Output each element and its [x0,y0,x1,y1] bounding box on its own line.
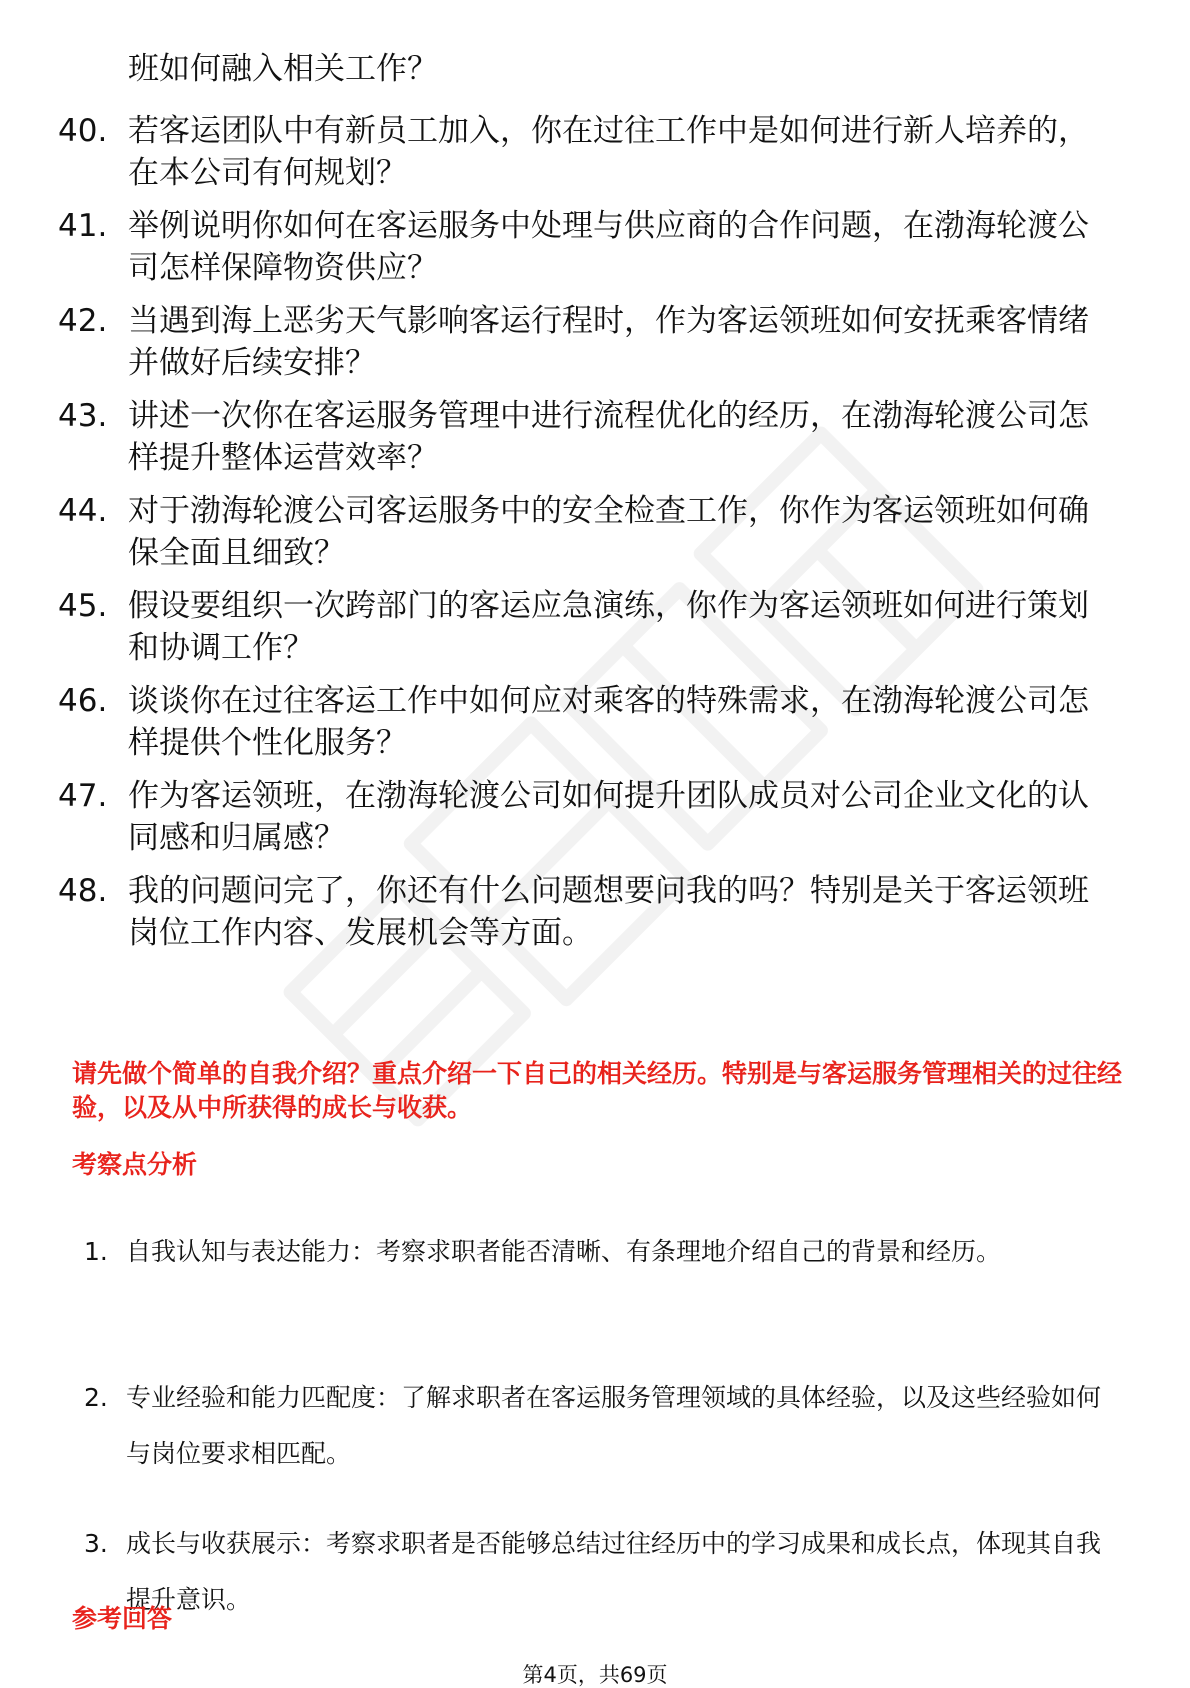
analysis-number: 2. [84,1383,108,1412]
question-text: 谈谈你在过往客运工作中如何应对乘客的特殊需求，在渤海轮渡公司怎样提供个性化服务？ [128,683,1089,761]
page-number: 第4页，共69页 [522,1663,668,1687]
question-continuation: 班如何融入相关工作？ [128,51,438,87]
question-text: 假设要组织一次跨部门的客运应急演练，你作为客运领班如何进行策划和协调工作？ [128,588,1089,666]
question-number: 42. [58,303,108,339]
analysis-number: 1. [84,1237,108,1266]
question-number: 40. [58,113,108,149]
analysis-text: 专业经验和能力匹配度：了解求职者在客运服务管理领域的具体经验，以及这些经验如何与岗位要求相匹配。 [126,1383,1102,1468]
question-number: 43. [58,398,108,434]
question-text: 我的问题问完了，你还有什么问题想要问我的吗？特别是关于客运领班岗位工作内容、发展机会等方面。 [128,873,1089,951]
question-text: 当遇到海上恶劣天气影响客运行程时，作为客运领班如何安抚乘客情绪并做好后续安排？ [128,303,1089,381]
question-text: 若客运团队中有新员工加入，你在过往工作中是如何进行新人培养的，在本公司有何规划？ [128,113,1089,191]
analysis-title: 考察点分析 [72,1150,198,1179]
highlight-question: 请先做个简单的自我介绍？重点介绍一下自己的相关经历。特别是与客运服务管理相关的过往经验，以及从中所获得的成长与收获。 [72,1059,1123,1122]
question-number: 46. [58,683,108,719]
question-number: 41. [58,208,108,244]
analysis-number: 3. [84,1529,108,1558]
question-number: 44. [58,493,108,529]
analysis-text: 自我认知与表达能力：考察求职者能否清晰、有条理地介绍自己的背景和经历。 [126,1237,1002,1266]
reference-answer-title: 参考回答 [72,1604,173,1633]
question-number: 47. [58,778,108,814]
question-number: 48. [58,873,108,909]
question-text: 讲述一次你在客运服务管理中进行流程优化的经历，在渤海轮渡公司怎样提升整体运营效率？ [128,398,1089,476]
question-text: 举例说明你如何在客运服务中处理与供应商的合作问题，在渤海轮渡公司怎样保障物资供应？ [128,208,1089,286]
analysis-text: 成长与收获展示：考察求职者是否能够总结过往经历中的学习成果和成长点，体现其自我提升意识。 [126,1529,1102,1614]
question-text: 对于渤海轮渡公司客运服务中的安全检查工作，你作为客运领班如何确保全面且细致？ [128,493,1089,571]
question-text: 作为客运领班，在渤海轮渡公司如何提升团队成员对公司企业文化的认同感和归属感？ [128,778,1089,856]
question-number: 45. [58,588,108,624]
